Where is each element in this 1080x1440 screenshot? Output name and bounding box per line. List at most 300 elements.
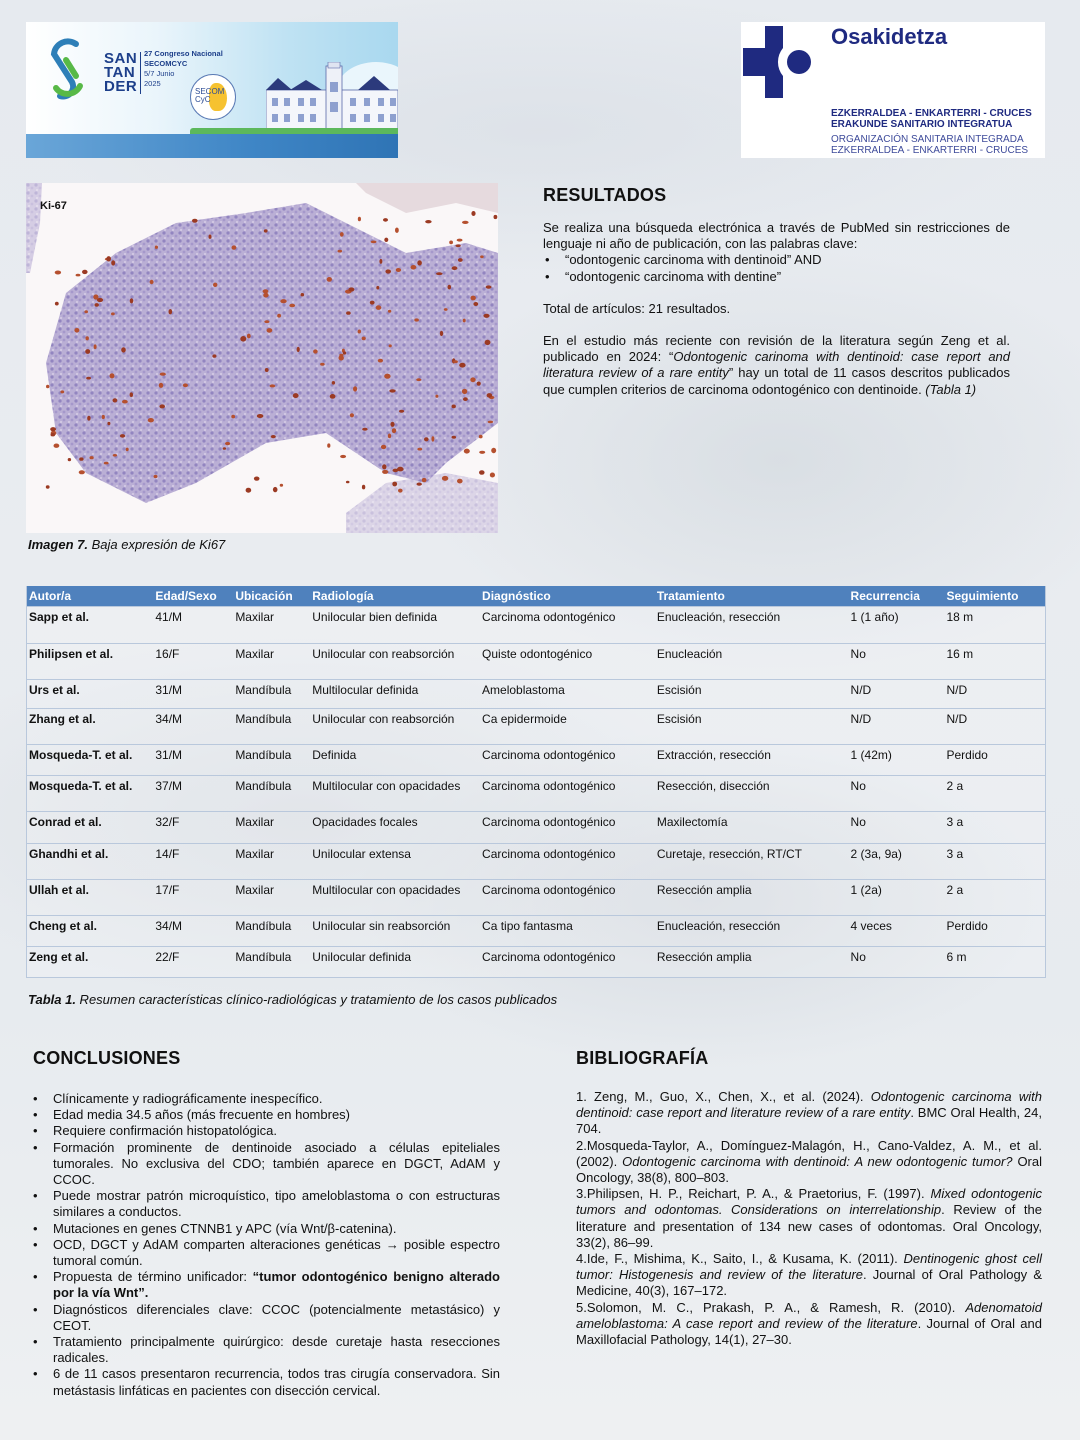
ki67-positive-nucleus <box>458 258 463 262</box>
ki67-positive-nucleus <box>76 274 81 277</box>
s-logo-icon <box>46 36 88 106</box>
ki67-positive-nucleus <box>487 393 493 398</box>
ki67-positive-nucleus <box>452 405 456 409</box>
reference-item <box>576 1186 1042 1251</box>
reference-item <box>576 1138 1042 1187</box>
table-cell: 31/M <box>153 744 233 775</box>
ki67-positive-nucleus <box>486 285 492 288</box>
ki67-positive-nucleus <box>111 260 115 265</box>
table-cell: Ca tipo fantasma <box>480 915 655 946</box>
table-cell: 4 veces <box>849 915 945 946</box>
table-row <box>27 811 1046 843</box>
table-cell: 22/F <box>153 946 233 977</box>
ki67-positive-nucleus <box>313 349 318 353</box>
ki67-positive-nucleus <box>462 221 469 224</box>
ki67-positive-nucleus <box>277 314 281 318</box>
ki67-positive-nucleus <box>457 239 463 242</box>
ki67-positive-nucleus <box>46 385 49 389</box>
ki67-positive-nucleus <box>346 481 350 484</box>
ki67-positive-nucleus <box>332 381 335 385</box>
congress-dates: 5/7 Junio <box>144 69 175 78</box>
ki67-positive-nucleus <box>79 470 85 474</box>
column-header: Tratamiento <box>655 586 849 606</box>
conclusion-text: Puede mostrar patrón microquístico, tipo ameloblastoma o con estructuras similares a conductos. <box>53 1188 500 1220</box>
table-cell: Carcinoma odontogénico <box>480 606 655 643</box>
table-cell: N/D <box>944 708 1045 744</box>
ki67-positive-nucleus <box>358 330 361 334</box>
osakidetza-line: ERAKUNDE SANITARIO INTEGRATUA <box>831 119 1013 130</box>
ki67-positive-nucleus <box>449 241 453 245</box>
table-cell: No <box>849 643 945 679</box>
column-header: Diagnóstico <box>480 586 655 606</box>
table-cell: Mandíbula <box>233 946 310 977</box>
ki67-positive-nucleus <box>130 392 133 397</box>
ki67-positive-nucleus <box>212 354 216 357</box>
column-header: Recurrencia <box>849 586 945 606</box>
table-cell: Ullah et al. <box>27 879 154 915</box>
table-cell: Mosqueda-T. et al. <box>27 775 154 811</box>
table-cell: Mandíbula <box>233 915 310 946</box>
keyword-item: • “odontogenic carcinoma with dentine” <box>543 269 1010 285</box>
ki67-positive-nucleus <box>74 328 79 333</box>
osakidetza-name: Osakidetza <box>831 24 948 49</box>
tissue-illustration <box>26 183 498 533</box>
ki67-histology-image <box>26 183 498 533</box>
ki67-positive-nucleus <box>121 347 126 352</box>
ki67-positive-nucleus <box>79 457 83 460</box>
seal-text: SECOM <box>195 87 225 96</box>
study-title: Odontogenic carinoma with dentinoid: case report and literatura review of a rare entity <box>543 349 1011 381</box>
table-row <box>27 643 1046 679</box>
conclusion-text: Tratamiento principalmente quirúrgico: desde curetaje hasta resecciones radicales. <box>53 1334 500 1366</box>
ki67-positive-nucleus <box>192 219 198 223</box>
ki67-positive-nucleus <box>257 414 264 418</box>
study-text: ” hay un total de 11 casos descritos publicados que cumplen criterios de carcinoma odontogénico con dentinoide. <box>543 365 1010 397</box>
ki67-positive-nucleus <box>94 344 97 349</box>
ki67-positive-nucleus <box>232 245 237 249</box>
table-cell: 37/M <box>153 775 233 811</box>
ki67-positive-nucleus <box>183 383 188 387</box>
conclusiones-section <box>33 1048 500 1399</box>
table-cell: Ameloblastoma <box>480 679 655 708</box>
ki67-positive-nucleus <box>384 374 390 379</box>
table-cell: Extracción, resección <box>655 744 849 775</box>
ki67-positive-nucleus <box>382 470 388 474</box>
ki67-positive-nucleus <box>457 479 463 484</box>
reference-text: Oral Oncology, 38(8), 800–803. <box>576 1153 1043 1186</box>
table-row <box>27 843 1046 879</box>
section-title: CONCLUSIONES <box>33 1048 181 1068</box>
keyword-item: • “odontogenic carcinoma with dentinoid” AND <box>543 252 1010 268</box>
ki67-positive-nucleus <box>330 394 336 399</box>
table-cell: 6 m <box>944 946 1045 977</box>
column-header: Seguimiento <box>944 586 1045 606</box>
table-cell: 17/F <box>153 879 233 915</box>
table-cell: Carcinoma odontogénico <box>480 811 655 843</box>
ki67-positive-nucleus <box>480 255 484 258</box>
table-cell: Ca epidermoide <box>480 708 655 744</box>
table-cell: 2 (3a, 9a) <box>849 843 945 879</box>
resultados-intro: Se realiza una búsqueda electrónica a través de PubMed sin restricciones de lenguaje ni año de publicación, con las palabras clave: <box>543 220 1010 252</box>
ki67-positive-nucleus <box>86 336 89 340</box>
table-caption-text: Resumen características clínico-radiológicas y tratamiento de los casos publicados <box>75 992 558 1007</box>
conclusion-text: Mutaciones en genes CTNNB1 y APC (vía Wnt/β-catenina). <box>53 1220 397 1236</box>
ki67-positive-nucleus <box>169 309 173 314</box>
reference-item <box>576 1251 1042 1300</box>
table-cell: Unilocular definida <box>310 946 480 977</box>
table-cell: Multilocular definida <box>310 679 480 708</box>
ki67-positive-nucleus <box>159 383 164 388</box>
ki67-positive-nucleus <box>471 211 475 216</box>
table-cell: 16 m <box>944 643 1045 679</box>
table-cell: Carcinoma odontogénico <box>480 843 655 879</box>
ki67-positive-nucleus <box>483 314 489 318</box>
ki67-positive-nucleus <box>425 220 431 223</box>
table-cell: 32/F <box>153 811 233 843</box>
congress-banner-logo <box>26 22 398 158</box>
ki67-positive-nucleus <box>362 485 365 490</box>
column-header: Edad/Sexo <box>153 586 233 606</box>
table-cell: Mandíbula <box>233 775 310 811</box>
ki67-positive-nucleus <box>51 433 56 436</box>
conclusion-item <box>33 1221 500 1237</box>
table-cell: Philipsen et al. <box>27 643 154 679</box>
reference-text: 3.Philipsen, H. P., Reichart, P. A., & Praetorius, F. (1997). <box>576 1186 931 1202</box>
ki67-positive-nucleus <box>113 398 118 402</box>
table-cell: Urs et al. <box>27 679 154 708</box>
ki67-positive-nucleus <box>246 488 252 493</box>
ki67-positive-nucleus <box>350 413 354 417</box>
table-cell: 3 a <box>944 843 1045 879</box>
ki67-positive-nucleus <box>392 482 397 487</box>
table-cell: Definida <box>310 744 480 775</box>
ki67-positive-nucleus <box>84 310 88 313</box>
conclusiones-list <box>33 1091 500 1399</box>
ki67-positive-nucleus <box>90 456 94 459</box>
ki67-positive-nucleus <box>320 363 325 366</box>
conclusion-text: Requiere confirmación histopatológica. <box>53 1123 278 1139</box>
ki67-positive-nucleus <box>399 410 404 413</box>
ki67-positive-nucleus <box>264 320 269 323</box>
conclusion-item <box>33 1334 500 1366</box>
reference-text: 1. Zeng, M., Guo, X., Chen, X., et al. (2024). <box>576 1089 871 1104</box>
ki67-positive-nucleus <box>431 436 434 442</box>
table-cell: Carcinoma odontogénico <box>480 879 655 915</box>
table-row <box>27 679 1046 708</box>
table-cell: Escisión <box>655 708 849 744</box>
ki67-positive-nucleus <box>60 390 64 393</box>
table-cell: 34/M <box>153 915 233 946</box>
ki67-positive-nucleus <box>470 377 475 382</box>
ki67-positive-nucleus <box>122 400 128 404</box>
ki67-positive-nucleus <box>389 344 392 347</box>
column-header: Radiología <box>310 586 480 606</box>
seal-text: CyC <box>195 95 211 104</box>
table-reference-link[interactable]: (Tabla 1) <box>925 381 977 397</box>
table-cell: 31/M <box>153 679 233 708</box>
table-cell: Zhang et al. <box>27 708 154 744</box>
ki67-positive-nucleus <box>436 272 443 275</box>
ki67-positive-nucleus <box>455 244 460 247</box>
ki67-positive-nucleus <box>297 347 300 352</box>
conclusion-item <box>33 1302 500 1334</box>
table-header-row <box>27 586 1046 606</box>
ki67-positive-nucleus <box>263 289 269 293</box>
ki67-positive-nucleus <box>55 302 59 306</box>
ki67-positive-nucleus <box>327 443 330 447</box>
reference-text: . Journal of Oral Pathology & Medicine, 40(3), 167–172. <box>576 1267 1043 1299</box>
table-cell: Multilocular con opacidades <box>310 879 480 915</box>
ki67-positive-nucleus <box>102 415 105 419</box>
ki67-positive-nucleus <box>231 415 235 419</box>
ki67-positive-nucleus <box>104 462 109 465</box>
ki67-positive-nucleus <box>479 435 483 439</box>
ki67-positive-nucleus <box>267 328 273 333</box>
conclusion-item <box>33 1140 500 1189</box>
table-cell: 16/F <box>153 643 233 679</box>
ki67-positive-nucleus <box>392 428 396 433</box>
table-cell: 18 m <box>944 606 1045 643</box>
ki67-positive-nucleus <box>452 436 457 439</box>
ki67-positive-nucleus <box>491 448 496 453</box>
total-articles: Total de artículos: 21 resultados. <box>543 300 731 316</box>
ki67-positive-nucleus <box>159 404 165 408</box>
table-cell: Maxilar <box>233 843 310 879</box>
ki67-positive-nucleus <box>442 476 448 481</box>
ki67-positive-nucleus <box>254 477 260 481</box>
table-cell: Unilocular extensa <box>310 843 480 879</box>
ki67-positive-nucleus <box>490 473 495 478</box>
resultados-section <box>543 185 1010 398</box>
table-row <box>27 606 1046 643</box>
city-line: SAN <box>104 50 138 67</box>
divider <box>140 52 141 94</box>
ki67-positive-nucleus <box>388 434 391 439</box>
table-row <box>27 744 1046 775</box>
ki67-positive-nucleus <box>150 280 154 284</box>
conclusion-text: Diagnósticos diferenciales clave: CCOC (potencialmente metastásico) y CEOT. <box>53 1301 500 1333</box>
table-cell: Unilocular sin reabsorción <box>310 915 480 946</box>
ki67-positive-nucleus <box>289 304 295 308</box>
ki67-positive-nucleus <box>494 215 498 219</box>
ki67-positive-nucleus <box>488 421 494 424</box>
reference-item <box>576 1089 1042 1138</box>
table-cell: N/D <box>849 679 945 708</box>
reference-list <box>576 1089 1042 1348</box>
ki67-positive-nucleus <box>340 455 346 458</box>
ki67-positive-nucleus <box>378 359 383 363</box>
conclusion-item <box>33 1091 500 1107</box>
conclusion-text: Edad media 34.5 años (más frecuente en hombres) <box>53 1107 351 1123</box>
table-cell: Zeng et al. <box>27 946 154 977</box>
table-cell: 1 (42m) <box>849 744 945 775</box>
ki67-positive-nucleus <box>452 266 458 270</box>
table-cell: Maxilar <box>233 606 310 643</box>
reference-text: 4.Ide, F., Mishima, K., Saito, I., & Kusama, K. (2011). <box>576 1251 904 1267</box>
table-cell: 41/M <box>153 606 233 643</box>
table-cell: Carcinoma odontogénico <box>480 775 655 811</box>
ki67-positive-nucleus <box>376 305 382 310</box>
table-row <box>27 946 1046 977</box>
city-line: DER <box>104 78 138 95</box>
conclusion-item <box>33 1188 500 1220</box>
reference-text: . BMC Oral Health, 24, 704. <box>576 1105 1042 1137</box>
ki67-positive-nucleus <box>453 360 458 363</box>
ki67-positive-nucleus <box>293 393 299 398</box>
table-cell: Resección, disección <box>655 775 849 811</box>
ki67-positive-nucleus <box>240 336 246 342</box>
conclusion-item <box>33 1237 500 1269</box>
table-row <box>27 915 1046 946</box>
ki67-positive-nucleus <box>148 418 154 422</box>
ki67-positive-nucleus <box>280 299 286 303</box>
ki67-positive-nucleus <box>371 241 377 244</box>
ki67-positive-nucleus <box>340 232 344 237</box>
ki67-positive-nucleus <box>396 268 401 272</box>
ki67-positive-nucleus <box>87 416 90 421</box>
congress-year: 2025 <box>144 79 161 88</box>
table-cell: Enucleación, resección <box>655 915 849 946</box>
osakidetza-line: ORGANIZACIÓN SANITARIA INTEGRADA <box>831 134 1024 145</box>
ki67-positive-nucleus <box>422 478 427 482</box>
ki67-positive-nucleus <box>390 422 394 427</box>
ki67-positive-nucleus <box>440 331 443 336</box>
ki67-positive-nucleus <box>379 259 382 264</box>
ki67-positive-nucleus <box>417 483 422 486</box>
osakidetza-line: EZKERRALDEA - ENKARTERRI - CRUCES <box>831 145 1029 156</box>
ki67-positive-nucleus <box>411 265 417 270</box>
osakidetza-logo <box>741 22 1045 158</box>
table-cell: Sapp et al. <box>27 606 154 643</box>
table-row <box>27 879 1046 915</box>
reference-title: Adenomatoid ameloblastoma: A case report and review of the literature <box>576 1299 1042 1331</box>
ki67-positive-nucleus <box>111 312 115 315</box>
figure-caption-text: Baja expresión de Ki67 <box>87 537 226 552</box>
ki67-positive-nucleus <box>353 386 357 391</box>
table-cell: Enucleación, resección <box>655 606 849 643</box>
table-cell: 1 (1 año) <box>849 606 945 643</box>
cases-table-wrapper <box>26 586 1046 978</box>
ki67-positive-nucleus <box>263 293 268 298</box>
reference-text: 5.Solomon, M. C., Prakash, P. A., & Ramesh, R. (2010). <box>576 1299 966 1315</box>
ki67-positive-nucleus <box>414 318 419 321</box>
ki67-positive-nucleus <box>376 286 379 290</box>
ki67-positive-nucleus <box>346 311 351 314</box>
column-header: Ubicación <box>233 586 310 606</box>
ki67-positive-nucleus <box>464 449 470 454</box>
table-cell: Maxilar <box>233 879 310 915</box>
table-cell: Carcinoma odontogénico <box>480 744 655 775</box>
table-cell: Mandíbula <box>233 679 310 708</box>
table-cell: Enucleación <box>655 643 849 679</box>
ki67-positive-nucleus <box>223 447 226 450</box>
ki67-positive-nucleus <box>301 293 305 296</box>
ki67-positive-nucleus <box>265 368 269 372</box>
ki67-positive-nucleus <box>68 458 71 461</box>
ki67-positive-nucleus <box>107 422 110 425</box>
reference-title: Odontogenic carcinoma with dentinoid: A new odontogenic tumor? <box>622 1153 1013 1169</box>
table-cell: Maxilar <box>233 643 310 679</box>
ki67-positive-nucleus <box>448 285 452 290</box>
ki67-positive-nucleus <box>120 434 125 438</box>
ki67-positive-nucleus <box>444 308 448 311</box>
osakidetza-line: EZKERRALDEA - ENKARTERRI - CRUCES <box>831 108 1032 119</box>
ki67-positive-nucleus <box>273 487 278 492</box>
osakidetza-cross-icon <box>743 26 815 98</box>
ki67-positive-nucleus <box>459 363 465 368</box>
table-cell: 2 a <box>944 775 1045 811</box>
ki67-positive-nucleus <box>473 302 478 306</box>
ki67-positive-nucleus <box>225 442 230 445</box>
reference-title: Dentinogenic ghost cell tumor: Histogenesis and review of the literature <box>576 1251 1042 1283</box>
ki67-positive-nucleus <box>348 287 354 291</box>
table-cell: 1 (2a) <box>849 879 945 915</box>
table-cell: Conrad et al. <box>27 811 154 843</box>
palace-illustration-icon <box>266 62 398 134</box>
ki67-positive-nucleus <box>270 384 276 387</box>
table-cell: No <box>849 946 945 977</box>
ki67-positive-nucleus <box>86 377 91 380</box>
secomcyc-seal-icon <box>190 74 236 120</box>
reference-text: . Review of the literature and presentation of 134 new cases of odontomas. Oral Oncology, 33(2), 86–99. <box>576 1202 1042 1250</box>
reference-item <box>576 1300 1042 1349</box>
ki67-positive-nucleus <box>213 283 217 287</box>
table-cell: Mandíbula <box>233 708 310 744</box>
ki67-positive-nucleus <box>471 296 476 301</box>
ki67-positive-nucleus <box>479 470 485 475</box>
conclusion-text: Clínicamente y radiográficamente inespecífico. <box>53 1091 323 1106</box>
table-cell: 34/M <box>153 708 233 744</box>
conclusion-item <box>33 1269 500 1301</box>
conclusion-item <box>33 1123 500 1139</box>
conclusion-emphasis: “tumor odontogénico benigno alterado por la vía Wnt”. <box>53 1269 501 1301</box>
table-cell: N/D <box>944 679 1045 708</box>
ki67-positive-nucleus <box>477 382 481 386</box>
ki67-positive-nucleus <box>424 437 429 441</box>
cases-table <box>26 586 1046 978</box>
table-caption <box>28 992 557 1007</box>
ki67-positive-nucleus <box>50 427 56 431</box>
ki67-positive-nucleus <box>362 337 366 341</box>
ki67-positive-nucleus <box>338 250 343 253</box>
table-cell: Unilocular con reabsorción <box>310 708 480 744</box>
table-cell: Maxilectomía <box>655 811 849 843</box>
ki67-positive-nucleus <box>362 428 367 431</box>
column-header: Autor/a <box>27 586 154 606</box>
table-cell: Resección amplia <box>655 946 849 977</box>
ki67-positive-nucleus <box>339 354 343 357</box>
ki67-positive-nucleus <box>130 298 134 303</box>
ki67-positive-nucleus <box>383 218 388 222</box>
figure-caption-number: Imagen 7. <box>28 537 88 552</box>
ki67-positive-nucleus <box>209 235 212 239</box>
ki67-positive-nucleus <box>155 246 158 249</box>
ki67-positive-nucleus <box>327 277 332 282</box>
ki67-positive-nucleus <box>463 397 468 401</box>
ki67-positive-nucleus <box>417 448 422 451</box>
study-text: En el estudio más reciente con revisión de la literatura según Zeng et al. publicado en 2024: “ <box>543 333 1010 365</box>
table-cell: Unilocular bien definida <box>310 606 480 643</box>
conclusion-text: Formación prominente de dentinoide asociado a células epiteliales tumorales. No exclusiva del CDO; también aparece en DGCT, AdAM y CCOC. <box>53 1139 500 1188</box>
table-cell: Escisión <box>655 679 849 708</box>
ki67-positive-nucleus <box>384 238 388 242</box>
ki67-positive-nucleus <box>479 451 485 454</box>
ki67-positive-nucleus <box>381 445 386 449</box>
ki67-positive-nucleus <box>416 378 421 381</box>
city-line: TAN <box>104 64 136 81</box>
table-caption-number: Tabla 1. <box>28 992 76 1007</box>
conclusion-item <box>33 1107 500 1123</box>
